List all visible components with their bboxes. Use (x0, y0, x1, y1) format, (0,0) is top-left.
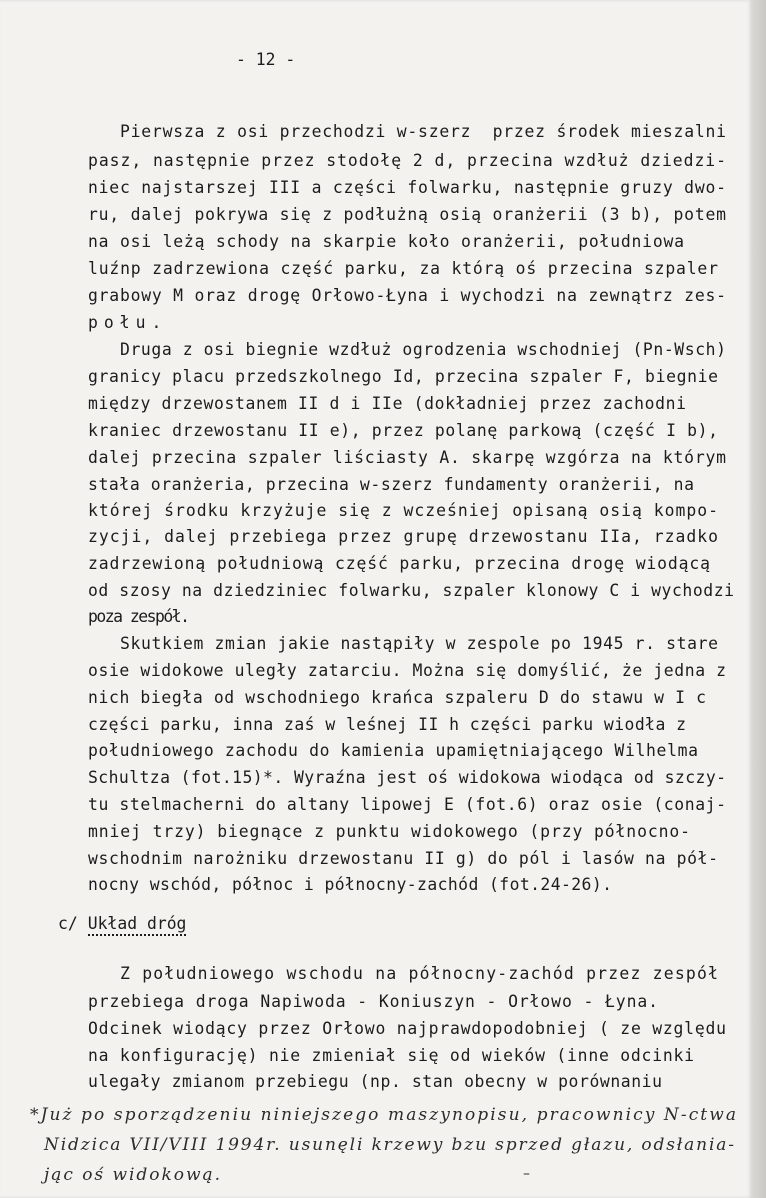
text-line: pasz, następnie przez stodołę 2 d, przecina wzdłuż dziedzi- (88, 151, 727, 170)
margin-mark: – (523, 1166, 530, 1182)
text-line: Pierwsza z osi przechodzi w-szerz przez środek mieszalni (120, 122, 727, 141)
text-line: kraniec drzewostanu II e), przez polanę parkową (część I b), (88, 421, 719, 440)
text-line: nocny wschód, północ i północny-zachód (fot.24-26). (88, 875, 613, 894)
text-line: Z południowego wschodu na północny-zachód przez zespół (120, 964, 720, 983)
text-line: grabowy M oraz drogę Orłowo-Łyna i wychodzi na zewnątrz zes- (88, 286, 727, 305)
text-line: niec najstarszej III a części folwarku, następnie gruzy dwo- (88, 178, 727, 197)
text-line: na osi leżą schody na skarpie koło oranżerii, południowa (88, 232, 685, 251)
text-line: luźnp zadrzewiona część parku, za którą oś przecina szpaler (88, 259, 719, 278)
text-line: zycji, dalej przebiega przez grupę drzewostanu IIa, rzadko (88, 527, 720, 546)
text-line: Skutkiem zmian jakie nastąpiły w zespole po 1945 r. stare (120, 634, 719, 653)
page-number: - 12 - (236, 50, 296, 69)
text-line: południowego zachodu do kamienia upamiętniającego Wilhelma (88, 741, 699, 760)
text-line: zadrzewioną południową część parku, przecina drogę wiodącą (88, 554, 711, 573)
text-line: od szosy na dziedziniec folwarku, szpaler klonowy C i wychodzi (88, 581, 735, 600)
text-line: ulegały zmianom przebiegu (np. stan obecny w porównaniu (88, 1072, 663, 1091)
text-line: mniej trzy) biegnące z punktu widokowego (przy północno- (88, 822, 691, 841)
text-line: której środku krzyżuje się z wcześniej opisaną osią kompo- (88, 501, 720, 520)
section-heading-prefix: c/ (58, 914, 78, 933)
handwritten-line: *Już po sporządzeniu niniejszego maszynopisu, pracownicy N-ctwa (30, 1105, 739, 1125)
text-line: ru, dalej pokrywa się z podłużną osią oranżerii (3 b), potem (88, 205, 727, 224)
page-edge (752, 0, 766, 1198)
handwritten-line: Nidzica VII/VIII 1994r. usunęli krzewy bzu sprzed głazu, odsłania- (44, 1135, 736, 1155)
text-line: stała oranżeria, przecina w-szerz fundamenty oranżerii, na (88, 475, 695, 494)
handwritten-line: jąc oś widokową. (44, 1165, 222, 1185)
text-line: przebiega droga Napiwoda - Koniuszyn - Orłowo - Łyna. (88, 992, 659, 1011)
text-line: wschodnim narożniku drzewostanu II g) do pól i lasów na pół- (88, 849, 719, 868)
text-line: dalej przecina szpaler liściasty A. skarpę wzgórza na którym (88, 448, 727, 467)
text-line: poza zespół. (88, 607, 189, 626)
text-line: granicy placu przedszkolnego Id, przecina szpaler F, biegnie (88, 367, 719, 386)
text-line: na konfigurację) nie zmieniał się od wieków (inne odcinki (88, 1046, 695, 1065)
section-heading-title: Układ dróg (88, 914, 187, 936)
text-line: osie widokowe uległy zatarciu. Można się domyślić, że jedna z (88, 661, 727, 680)
text-line: połu. (88, 313, 168, 332)
section-heading (58, 914, 186, 934)
text-line: Druga z osi biegnie wzdłuż ogrodzenia wschodniej (Pn-Wsch) (120, 340, 727, 359)
text-line: części parku, inna zaś w leśnej II h części parku wiodła z (88, 715, 687, 734)
text-line: między drzewostanem II d i IIe (dokładniej przez zachodni (88, 394, 687, 413)
text-line: tu stelmacherni do altany lipowej E (fot.6) oraz osie (conaj- (88, 795, 727, 814)
text-line: nich biegła od wschodniego krańca szpaleru D do stawu w I c (88, 688, 707, 707)
text-line: Odcinek wiodący przez Orłowo najprawdopodobniej ( ze względu (88, 1019, 727, 1038)
text-line: Schultza (fot.15)*. Wyraźna jest oś widokowa wiodąca od szczy- (88, 768, 727, 787)
